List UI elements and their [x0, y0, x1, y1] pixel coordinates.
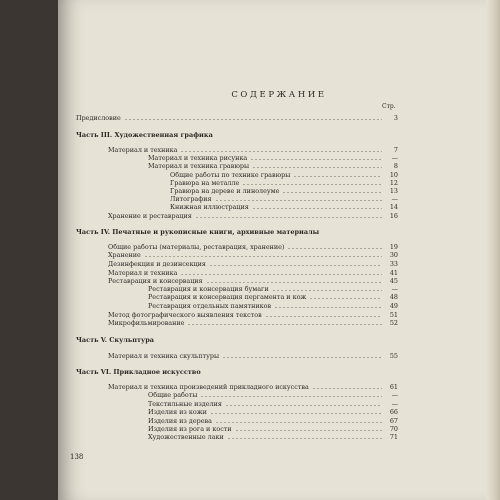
- dot-leader: [187, 324, 382, 325]
- dot-leader: [274, 307, 382, 308]
- book-page: [58, 0, 500, 500]
- toc-entry-page: 67: [389, 417, 398, 425]
- toc-entry-page: 66: [389, 408, 398, 416]
- toc-entry-label: Хранение и реставрация: [108, 212, 192, 220]
- toc-entry-page: 55: [389, 352, 398, 360]
- toc-entry-page: 45: [389, 277, 398, 285]
- toc-entry-label: Общие работы (материалы, реставрация, хранение): [108, 243, 285, 251]
- toc-entry-label: Книжная иллюстрация: [170, 203, 249, 211]
- dot-leader: [209, 265, 382, 266]
- toc-entry-label: Реставрация и консервация пергамента и кож: [148, 293, 307, 301]
- dot-leader: [250, 159, 382, 160]
- toc-entry-label: Художественные лаки: [148, 433, 224, 441]
- toc-entry-label: Гравюра на металле: [170, 179, 240, 187]
- dot-leader: [252, 208, 382, 209]
- dot-leader: [215, 422, 382, 423]
- dot-leader: [215, 200, 382, 201]
- dot-leader: [265, 316, 382, 317]
- toc-entry-page: —: [391, 154, 398, 162]
- toc-entry-page: —: [391, 391, 398, 399]
- toc-entry-page: 16: [389, 212, 398, 220]
- toc-entry-label: Общие работы: [148, 391, 198, 399]
- dot-leader: [282, 192, 382, 193]
- dot-leader: [227, 438, 382, 439]
- toc-entry-page: 52: [389, 319, 398, 327]
- toc-entry-label: Предисловие: [76, 114, 121, 122]
- toc-entry-label: Хранение: [108, 251, 141, 259]
- toc-entry-page: —: [391, 195, 398, 203]
- toc-entry-page: 30: [389, 251, 398, 259]
- toc-entry-page: 41: [389, 269, 398, 277]
- toc-entry-label: Материал и техника: [108, 146, 178, 154]
- toc-entry-label: Общие работы по технике гравюры: [170, 171, 291, 179]
- dot-leader: [200, 396, 382, 397]
- dot-leader: [180, 151, 382, 152]
- dot-leader: [242, 184, 382, 185]
- toc-entry-page: 70: [389, 425, 398, 433]
- toc-entry-page: 48: [389, 293, 398, 301]
- dot-leader: [124, 119, 382, 120]
- toc-entry-page: 3: [393, 114, 398, 122]
- toc-entry-page: 51: [389, 311, 398, 319]
- toc-entry-page: —: [391, 285, 398, 293]
- toc-entry-label: Изделия из дерева: [148, 417, 212, 425]
- page-edge: [486, 0, 500, 500]
- toc-entry-label: Реставрация и консервация: [108, 277, 203, 285]
- toc-entry-label: Метод фотографического выявления текстов: [108, 311, 262, 319]
- toc-entry-page: 7: [393, 146, 398, 154]
- toc-entry-label: Текстильные изделия: [148, 400, 222, 408]
- toc-entry-label: Материал и техника произведений прикладного искусства: [108, 383, 309, 391]
- dot-leader: [180, 274, 382, 275]
- toc-entry-page: 8: [393, 162, 398, 170]
- page-column-label: Стр.: [382, 103, 396, 110]
- toc-entry-page: 10: [389, 171, 398, 179]
- toc-entry-page: —: [391, 400, 398, 408]
- toc-entry-page: 14: [389, 203, 398, 211]
- toc-entry-label: Дезинфекция и дезинсекция: [108, 260, 206, 268]
- contents-heading: СОДЕРЖАНИЕ: [231, 90, 327, 100]
- dot-leader: [252, 167, 382, 168]
- toc-entry-page: 71: [389, 433, 398, 441]
- toc-entry-label: Литография: [170, 195, 212, 203]
- dot-leader: [293, 176, 382, 177]
- toc-entry-label: Реставрация отдельных памятников: [148, 302, 272, 310]
- toc-entry-page: 33: [389, 260, 398, 268]
- toc-entry-label: Часть V. Скульптура: [76, 336, 154, 344]
- toc-entry-label: Гравюра на дереве и линолеуме: [170, 187, 280, 195]
- toc-entry-page: 49: [389, 302, 398, 310]
- dot-leader: [144, 256, 382, 257]
- toc-entry-label: Микрофильмирование: [108, 319, 185, 327]
- dot-leader: [235, 430, 382, 431]
- toc-entry-label: Материал и техника скульптуры: [108, 352, 220, 360]
- toc-entry-label: Материал и техника гравюры: [148, 162, 250, 170]
- toc-entry-label: Изделия из рога и кости: [148, 425, 232, 433]
- toc-entry-label: Часть IV. Печатные и рукописные книги, архивные материалы: [76, 228, 320, 236]
- dot-leader: [312, 388, 382, 389]
- toc-entry-label: Реставрация и консервация бумаги: [148, 285, 269, 293]
- toc-entry-page: 61: [389, 383, 398, 391]
- toc-entry-page: 12: [389, 179, 398, 187]
- dot-leader: [206, 282, 382, 283]
- page-number: 138: [70, 453, 84, 461]
- toc-entry-label: Часть III. Художественная графика: [76, 131, 213, 139]
- dot-leader: [309, 298, 382, 299]
- dot-leader: [195, 217, 382, 218]
- dot-leader: [222, 357, 382, 358]
- dot-leader: [287, 248, 382, 249]
- toc-entry-label: Материал и техника: [108, 269, 178, 277]
- toc-entry-label: Материал и техника рисунка: [148, 154, 248, 162]
- dot-leader: [225, 405, 382, 406]
- toc-entry-page: 13: [389, 187, 398, 195]
- dot-leader: [272, 290, 382, 291]
- toc-entry-page: 19: [389, 243, 398, 251]
- toc-entry-label: Изделия из кожи: [148, 408, 207, 416]
- dot-leader: [210, 413, 382, 414]
- toc-entry-label: Часть VI. Прикладное искусство: [76, 368, 201, 376]
